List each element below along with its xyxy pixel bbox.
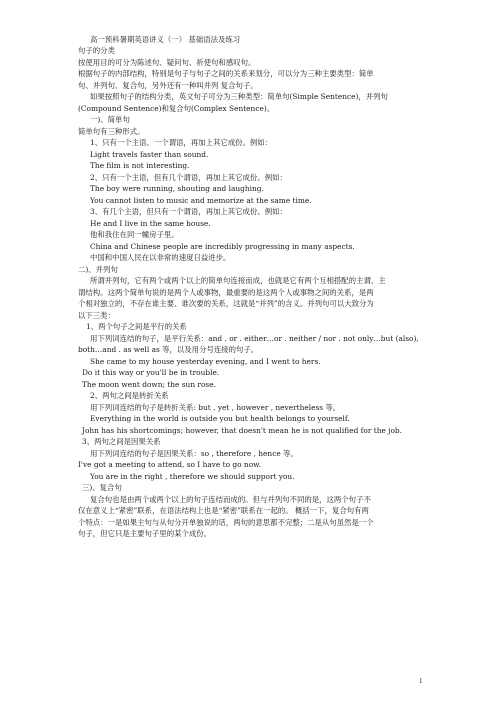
text-line: both…and . as well as 等，以及用分号连接的句子。 bbox=[78, 345, 259, 354]
text-line: 2、两句之间是转折关系 bbox=[90, 391, 169, 400]
example-line: John has his shortcomings; however, that doesn't mean he is not qualified for the job. bbox=[82, 426, 402, 435]
text-line: 以下三类： bbox=[78, 311, 115, 320]
text-line: 个相对独立的，不存在谁主要、谁次要的关系，这就是“并列”的含义。并列句可以大致分为 bbox=[78, 299, 374, 308]
section-heading: 一)、简单句 bbox=[90, 115, 130, 124]
text-line: 个特点：一是如果主句与从句分开单独说的话，两句的意思都不完整；二是从句虽然是一个 bbox=[78, 518, 374, 527]
text-line: (Compound Sentence)和复合句(Complex Sentence)。 bbox=[78, 104, 275, 113]
text-line: 1、两个句子之间是平行的关系 bbox=[86, 322, 187, 331]
text-line: 用下列词连结的句子，是平行关系：and . or . either…or . neither / nor . not only…but (also), bbox=[90, 334, 419, 343]
example-line: You cannot listen to music and memorize at the same time. bbox=[90, 196, 312, 205]
document-title: 高一预科暑期英语讲义（一） 基础语法及练习 bbox=[90, 35, 241, 44]
text-line: 所谓并列句，它有两个或两个以上的简单句连接而成，也就是它有两个互相搭配的主谓、主 bbox=[90, 276, 386, 285]
text-line: 3、有几个主语，但只有一个谓语，再加上其它成份。例如： bbox=[90, 207, 287, 216]
text-line: 复合句也是由两个或两个以上的句子连结而成的。但与并列句不同的是，这两个句子不 bbox=[90, 495, 371, 504]
example-line: You are in the right , therefore we should support you. bbox=[90, 472, 295, 481]
text-line: 3、两句之间是因果关系 bbox=[82, 437, 161, 446]
example-line: China and Chinese people are incredibly progressing in many aspects. bbox=[90, 242, 355, 251]
text-line: 谓结构。这两个简单句说的是两个人或事物，最重要的是这两个人或事物之间的关系，是两 bbox=[78, 288, 374, 297]
text-line: 简单句有三种形式。 bbox=[78, 127, 145, 136]
example-line: Light travels faster than sound. bbox=[90, 150, 209, 159]
text-line: 按使用目的可分为陈述句、疑问句、祈使句和感叹句。 bbox=[78, 58, 256, 67]
text-line: 用下列词连结的句子是转折关系: but , yet , however , nevertheless 等。 bbox=[90, 403, 341, 412]
text-line: 仅在意义上“紧密”联系，在语法结构上也是“紧密”联系在一起的。 概括一下，复合句有两 bbox=[78, 506, 369, 515]
text-line: 用下列词连结的句子是因果关系：so , therefore , hence 等。 bbox=[90, 449, 298, 458]
text-line: 句、并列句、复合句，另外还有一种叫并列 复合句子。 bbox=[78, 81, 258, 90]
text-line: 1、只有一个主语、一个谓语，再加上其它成份。例如： bbox=[90, 138, 273, 147]
example-line: She came to my house yesterday evening, and I went to hers. bbox=[90, 357, 321, 366]
example-translation: 中国和中国人民在以非常的速度日益进步。 bbox=[90, 253, 231, 262]
example-line: He and I live in the same house. bbox=[90, 219, 211, 228]
example-line: The film is not interesting. bbox=[90, 161, 190, 170]
example-line: The moon went down; the sun rose. bbox=[82, 380, 216, 389]
example-line: Everything in the world is outside you but health belongs to yourself. bbox=[90, 414, 350, 423]
example-line: I've got a meeting to attend, so I have to go now. bbox=[78, 460, 261, 469]
example-translation: 他和我住在同一幢房子里。 bbox=[90, 230, 179, 239]
example-line: Do it this way or you'll be in trouble. bbox=[82, 368, 220, 377]
text-line: 2、只有一个主语，但有几个谓语，再加上其它成份。例如： bbox=[90, 173, 287, 182]
page-number: 1 bbox=[419, 677, 423, 685]
section-heading: 二)、并列句 bbox=[78, 265, 118, 274]
text-line: 句子，但它只是主要句子里的某个成份。 bbox=[78, 529, 212, 538]
text-line: 如果按照句子的结构分类，英文句子可分为三种类型：简单句(Simple Sentence)，并列句 bbox=[90, 92, 388, 101]
section-heading: 三)、复合句 bbox=[82, 483, 122, 492]
example-line: The boy were running, shouting and laughing. bbox=[90, 184, 264, 193]
text-line: 根据句子的内部结构，特别是句子与句子之间的关系来划分，可以分为三种主要类型：简单 bbox=[78, 69, 374, 78]
section-heading: 句子的分类 bbox=[78, 46, 115, 55]
